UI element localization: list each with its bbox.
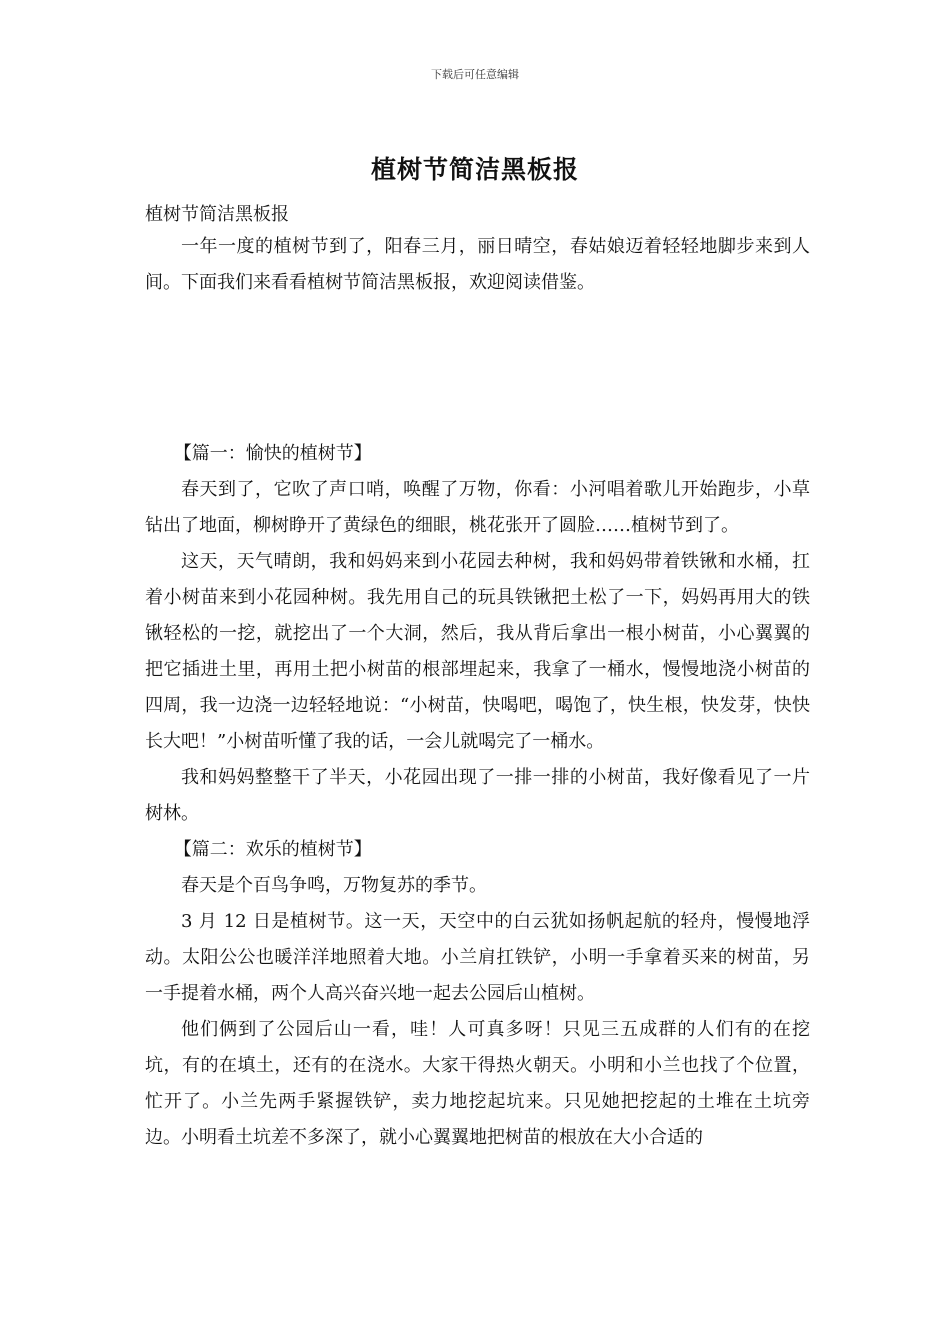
paragraph: 他们俩到了公园后山一看，哇！人可真多呀！只见三五成群的人们有的在挖坑，有的在填土，还有的在浇水。大家干得热火朝天。小明和小兰也找了个位置，忙开了。小兰先两手紧握铁铲，卖力地挖起坑来。只见她把挖起的土堆在土坑旁边。小明看土坑差不多深了，就小心翼翼地把树苗的根放在大小合适的 xyxy=(145,1019,810,1148)
section-heading: 【篇二：欢乐的植树节】 xyxy=(173,839,372,860)
page-title: 植树节简洁黑板报 xyxy=(370,155,579,184)
paragraph: 3 月 12 日是植树节。这一天，天空中的白云犹如扬帆起航的轻舟，慢慢地浮动。太阳公公也暖洋洋地照着大地。小兰肩扛铁铲，小明一手拿着买来的树苗，另一手提着水桶，两个人高兴奋兴地一起去公园后山植树。 xyxy=(145,911,810,1004)
paragraph: 春天是个百鸟争鸣，万物复苏的季节。 xyxy=(181,875,487,896)
header-note: 下载后可任意编辑 xyxy=(431,68,519,81)
intro-paragraph: 一年一度的植树节到了，阳春三月，丽日晴空，春姑娘迈着轻轻地脚步来到人间。下面我们来看看植树节简洁黑板报，欢迎阅读借鉴。 xyxy=(145,236,810,293)
subtitle: 植树节简洁黑板报 xyxy=(145,204,289,225)
paragraph: 春天到了，它吹了声口哨，唤醒了万物，你看：小河唱着歌儿开始跑步，小草钻出了地面，柳树睁开了黄绿色的细眼，桃花张开了圆脸……植树节到了。 xyxy=(145,479,810,536)
paragraph: 这天，天气晴朗，我和妈妈来到小花园去种树，我和妈妈带着铁锹和水桶，扛着小树苗来到小花园种树。我先用自己的玩具铁锹把土松了一下，妈妈再用大的铁锹轻松的一挖，就挖出了一个大洞，然后，我从背后拿出一根小树苗，小心翼翼的把它插进土里，再用土把小树苗的根部埋起来，我拿了一桶水，慢慢地浇小树苗的四周，我一边浇一边轻轻地说：“小树苗，快喝吧，喝饱了，快生根，快发芽，快快长大吧！”小树苗听懂了我的话，一会儿就喝完了一桶水。 xyxy=(145,551,810,752)
article-body xyxy=(145,436,810,1156)
paragraph: 我和妈妈整整干了半天，小花园出现了一排一排的小树苗，我好像看见了一片树林。 xyxy=(145,767,810,824)
section-heading: 【篇一：愉快的植树节】 xyxy=(173,443,372,464)
intro-block xyxy=(145,229,810,301)
